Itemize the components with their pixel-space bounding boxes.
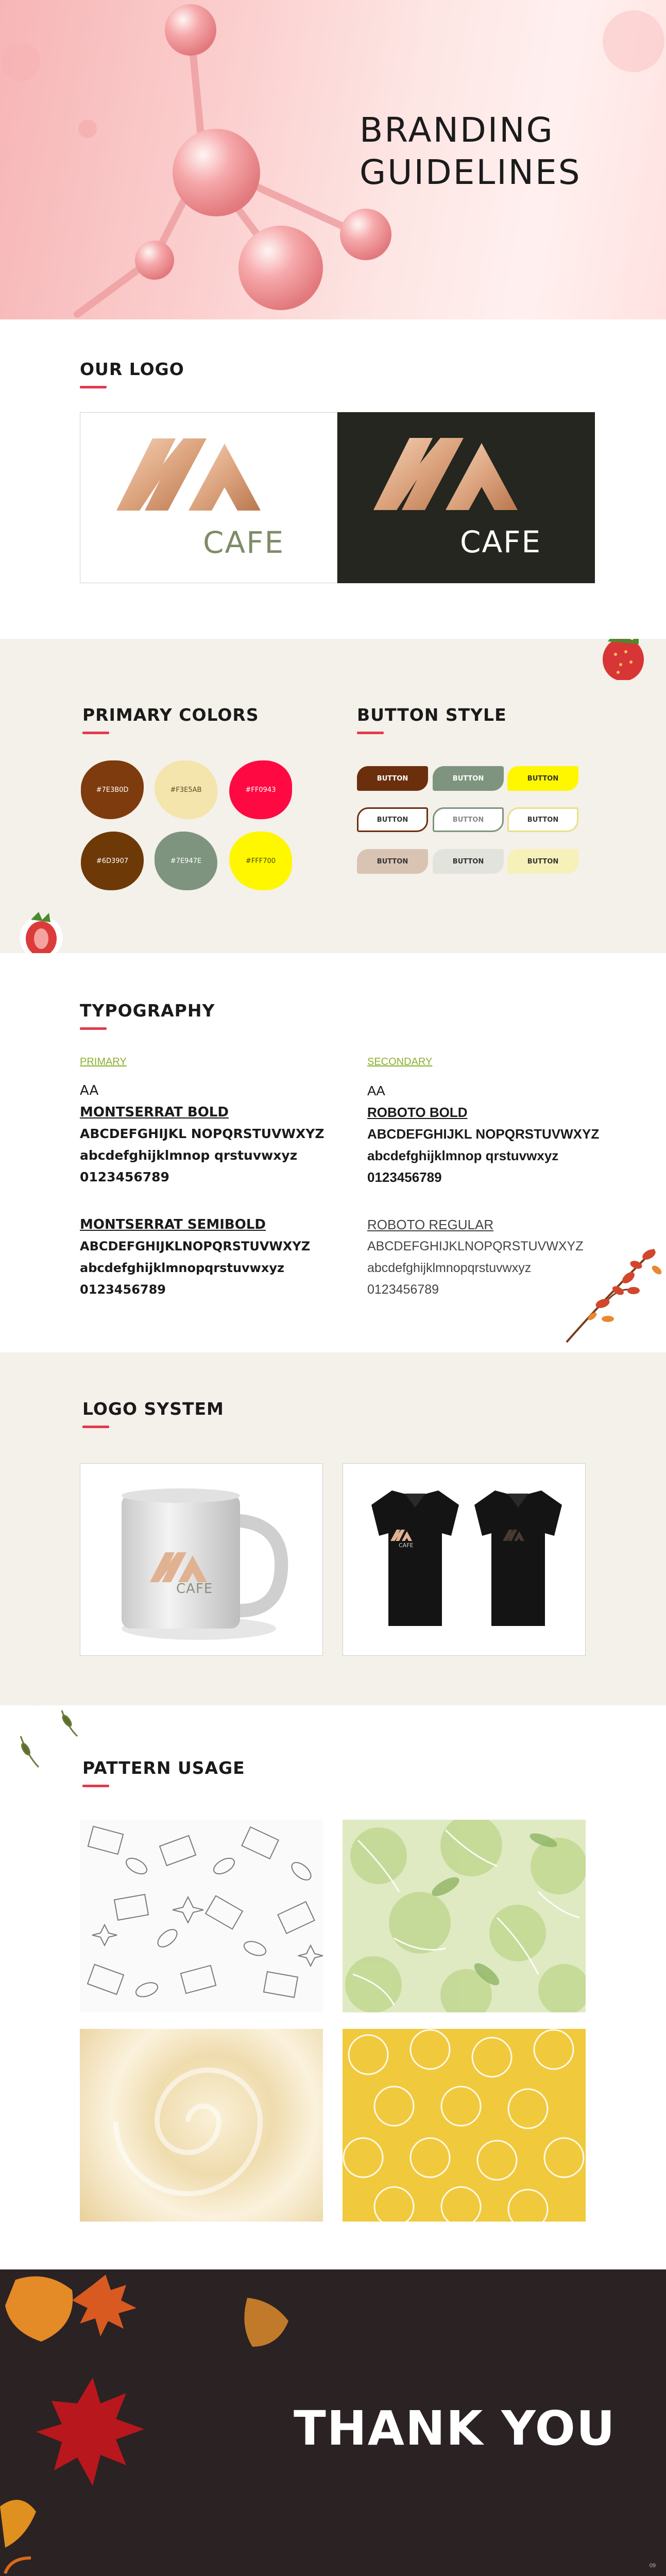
color-swatch-label: #7E947E: [170, 857, 202, 865]
polo-shirts-illustration: [343, 1464, 585, 1655]
na-logo-mark-dark: [368, 433, 533, 526]
button-style-label: BUTTON: [452, 857, 484, 866]
primary-bold-upper: ABCDEFGHIJKL NOPQRSTUVWXYZ: [80, 1126, 325, 1141]
logo-system-section: [0, 1352, 666, 1705]
thank-you-section: [0, 2269, 666, 2576]
button-style-label: BUTTON: [377, 816, 408, 824]
secondary-bold-upper: ABCDEFGHIJKL NOPQRSTUVWXYZ: [367, 1126, 600, 1142]
typography-section: [0, 953, 666, 1352]
color-swatch-label: #6D3907: [96, 857, 129, 865]
secondary-regular-upper: ABCDEFGHIJKLNOPQRSTUVWXYZ: [367, 1239, 584, 1253]
button-style-sample[interactable]: [433, 849, 504, 874]
logo-heading: OUR LOGO: [80, 359, 184, 379]
button-style-sample[interactable]: [357, 849, 428, 874]
leaf-sprigs-decoration: [10, 1705, 93, 1777]
heading-underline: [82, 732, 109, 734]
logo-light-wordmark: CAFE: [203, 525, 285, 560]
logo-dark-panel: [337, 412, 595, 583]
molecule-illustration: [0, 0, 412, 319]
color-swatch: [229, 832, 292, 890]
secondary-bold-name: ROBOTO BOLD: [367, 1105, 468, 1120]
color-swatch: [81, 832, 144, 890]
heading-underline: [357, 732, 384, 734]
button-style-label: BUTTON: [452, 774, 484, 783]
logo-dark-wordmark: CAFE: [460, 524, 542, 560]
button-style-label: BUTTON: [527, 816, 559, 824]
na-logo-mark: [111, 433, 276, 526]
primary-semibold-name: MONTSERRAT SEMIBOLD: [80, 1217, 266, 1232]
primary-sample: AA: [80, 1083, 99, 1098]
primary-colors-heading: PRIMARY COLORS: [82, 705, 259, 725]
button-style-sample[interactable]: [507, 807, 578, 832]
mug-mockup: [80, 1463, 323, 1656]
polo-shirt-mockup: [343, 1463, 586, 1656]
lemon-pattern-svg: [343, 2029, 586, 2222]
logo-light-panel: [80, 412, 337, 583]
logo-system-heading: LOGO SYSTEM: [82, 1399, 224, 1419]
mug-illustration: [80, 1464, 322, 1655]
button-style-sample[interactable]: [433, 766, 504, 791]
autumn-branch-icon: [546, 1234, 664, 1352]
heading-underline: [82, 1785, 109, 1787]
secondary-regular-digits: 0123456789: [367, 1282, 439, 1297]
color-swatch-label: #F3E5AB: [170, 786, 202, 794]
autumn-leaves-illustration: [0, 2269, 309, 2576]
mug-wordmark: CAFE: [176, 1581, 213, 1597]
button-style-heading: BUTTON STYLE: [357, 705, 507, 725]
hero-title: [360, 109, 582, 194]
button-style-label: BUTTON: [527, 857, 559, 866]
color-swatch-label: #FF0943: [245, 786, 276, 794]
button-style-sample[interactable]: [357, 766, 428, 791]
hero-title-line2: GUIDELINES: [360, 152, 582, 193]
hero-title-line1: BRANDING: [360, 110, 554, 150]
button-style-label: BUTTON: [527, 774, 559, 783]
secondary-bold-lower: abcdefghijklmnop qrstuvwxyz: [367, 1148, 559, 1163]
color-swatch-label: #7E3B0D: [96, 786, 129, 794]
primary-semibold-digits: 0123456789: [80, 1282, 166, 1297]
green-leaf-pattern: [343, 1820, 586, 2012]
heading-underline: [80, 1027, 107, 1030]
hero-section: [0, 0, 666, 319]
heading-underline: [82, 1426, 109, 1428]
logo-section: [0, 319, 666, 639]
shirt-wordmark: CAFE: [399, 1542, 414, 1549]
primary-font-label: PRIMARY: [80, 1056, 127, 1067]
typography-heading: TYPOGRAPHY: [80, 1001, 215, 1021]
color-swatch-label: #FFF700: [245, 857, 276, 865]
cream-swirl-svg: [80, 2029, 323, 2222]
pattern-usage-heading: PATTERN USAGE: [82, 1758, 245, 1778]
green-leaf-pattern-svg: [343, 1820, 586, 2012]
button-style-sample[interactable]: [507, 849, 578, 874]
chocolate-pattern-svg: [80, 1820, 323, 2012]
button-style-label: BUTTON: [377, 857, 408, 866]
button-style-label: BUTTON: [452, 816, 484, 824]
button-style-label: BUTTON: [377, 774, 408, 783]
secondary-sample: AA: [367, 1083, 385, 1098]
strawberry-icon: [597, 639, 654, 680]
strawberry-slice-icon: [10, 902, 77, 953]
colors-section: [0, 639, 666, 953]
color-swatch: [229, 760, 292, 819]
primary-bold-lower: abcdefghijklmnop qrstuvwxyz: [80, 1148, 298, 1163]
primary-bold-name: MONTSERRAT BOLD: [80, 1105, 229, 1120]
secondary-bold-digits: 0123456789: [367, 1170, 442, 1185]
pattern-usage-section: [0, 1705, 666, 2269]
lemon-slice-pattern: [343, 2029, 586, 2222]
chocolate-line-pattern: [80, 1820, 323, 2012]
secondary-font-label: SECONDARY: [367, 1056, 433, 1067]
hero-blur-sphere-right: [592, 10, 666, 113]
button-style-sample[interactable]: [507, 766, 578, 791]
secondary-regular-name: ROBOTO REGULAR: [367, 1217, 494, 1232]
button-style-sample[interactable]: [433, 807, 504, 832]
secondary-regular-lower: abcdefghijklmnopqrstuvwxyz: [367, 1261, 532, 1275]
primary-semibold-upper: ABCDEFGHIJKLNOPQRSTUVWXYZ: [80, 1239, 311, 1253]
color-swatch: [155, 832, 217, 890]
primary-bold-digits: 0123456789: [80, 1170, 169, 1184]
thank-you-text: THANK YOU: [294, 2401, 616, 2456]
primary-semibold-lower: abcdefghijklmnopqrstuvwxyz: [80, 1261, 284, 1275]
heading-underline: [80, 386, 107, 388]
button-style-sample[interactable]: [357, 807, 428, 832]
page-number: 09: [649, 2563, 656, 2569]
color-swatch: [81, 760, 144, 819]
cream-swirl-pattern: [80, 2029, 323, 2222]
color-swatch: [155, 760, 217, 819]
